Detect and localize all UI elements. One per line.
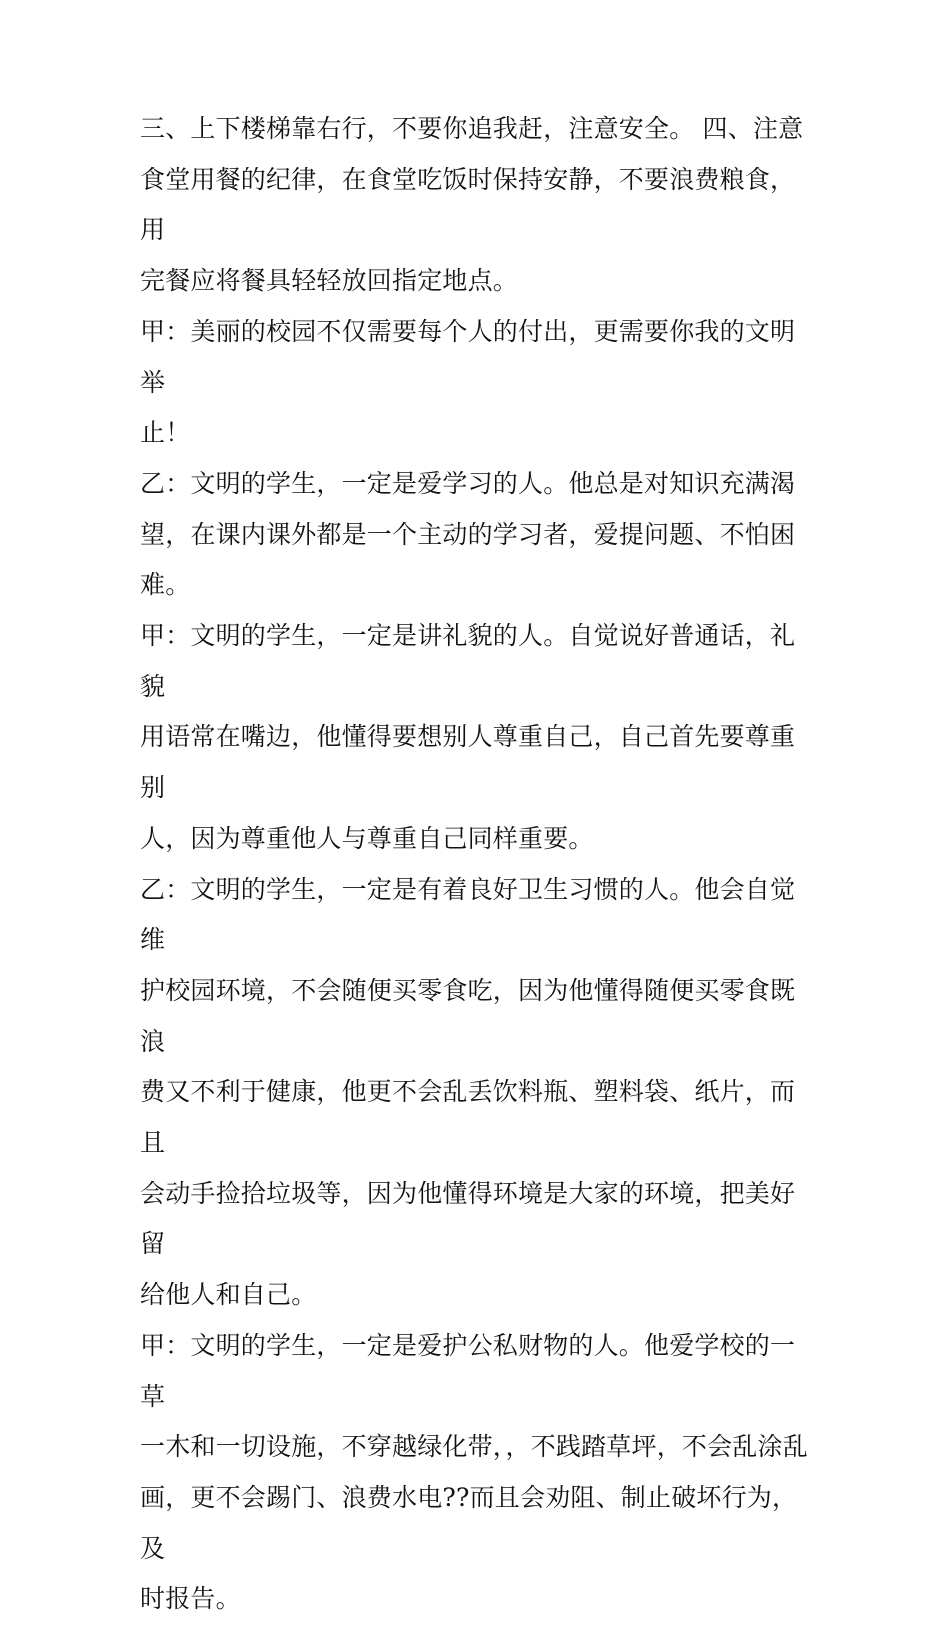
text-line: 甲：美丽的校园不仅需要每个人的付出，更需要你我的文明举 (140, 316, 796, 397)
text-line: 画，更不会踢门、浪费水电??而且会劝阻、制止破坏行为，及 (140, 1482, 798, 1563)
text-line: 止！ (140, 418, 191, 448)
text-line: 难。 (140, 570, 191, 600)
paragraph-jia-2 (140, 611, 812, 865)
paragraph-jia-1 (140, 307, 812, 459)
text-line: 望，在课内课外都是一个主动的学习者，爱提问题、不怕困 (140, 519, 796, 549)
text-line: 时报告。 (140, 1584, 241, 1614)
text-line: 完餐应将餐具轻轻放回指定地点。 (140, 266, 519, 296)
document-body (140, 104, 812, 1625)
text-line: 乙：文明的学生，一定是有着良好卫生习惯的人。他会自觉维 (140, 874, 796, 955)
text-line: 乙：文明的学生，一定是爱学习的人。他总是对知识充满渴 (140, 468, 796, 498)
paragraph-yi-1 (140, 459, 812, 611)
text-line: 会动手捡拾垃圾等，因为他懂得环境是大家的环境，把美好留 (140, 1178, 796, 1259)
text-line: 甲：文明的学生，一定是讲礼貌的人。自觉说好普通话，礼貌 (140, 621, 796, 701)
text-line: 一木和一切设施，不穿越绿化带，，不践踏草坪，不会乱涂乱 (140, 1432, 808, 1462)
text-line: 甲：文明的学生，一定是爱护公私财物的人。他爱学校的一草 (140, 1330, 796, 1411)
paragraph-rules (140, 104, 812, 307)
paragraph-jia-3 (140, 1321, 812, 1625)
text-line: 给他人和自己。 (140, 1280, 317, 1310)
text-line: 费又不利于健康，他更不会乱丢饮料瓶、塑料袋、纸片，而且 (140, 1077, 796, 1158)
text-line: 人，因为尊重他人与尊重自己同样重要。 (140, 823, 594, 853)
text-line: 食堂用餐的纪律，在食堂吃饭时保持安静，不要浪费粮食，用 (140, 164, 796, 245)
paragraph-yi-2 (140, 865, 812, 1321)
text-line: 三、上下楼梯靠右行，不要你追我赶，注意安全。 四、注意 (140, 114, 804, 143)
text-line: 用语常在嘴边，他懂得要想别人尊重自己，自己首先要尊重别 (140, 722, 796, 803)
text-line: 护校园环境，不会随便买零食吃，因为他懂得随便买零食既浪 (140, 975, 796, 1056)
